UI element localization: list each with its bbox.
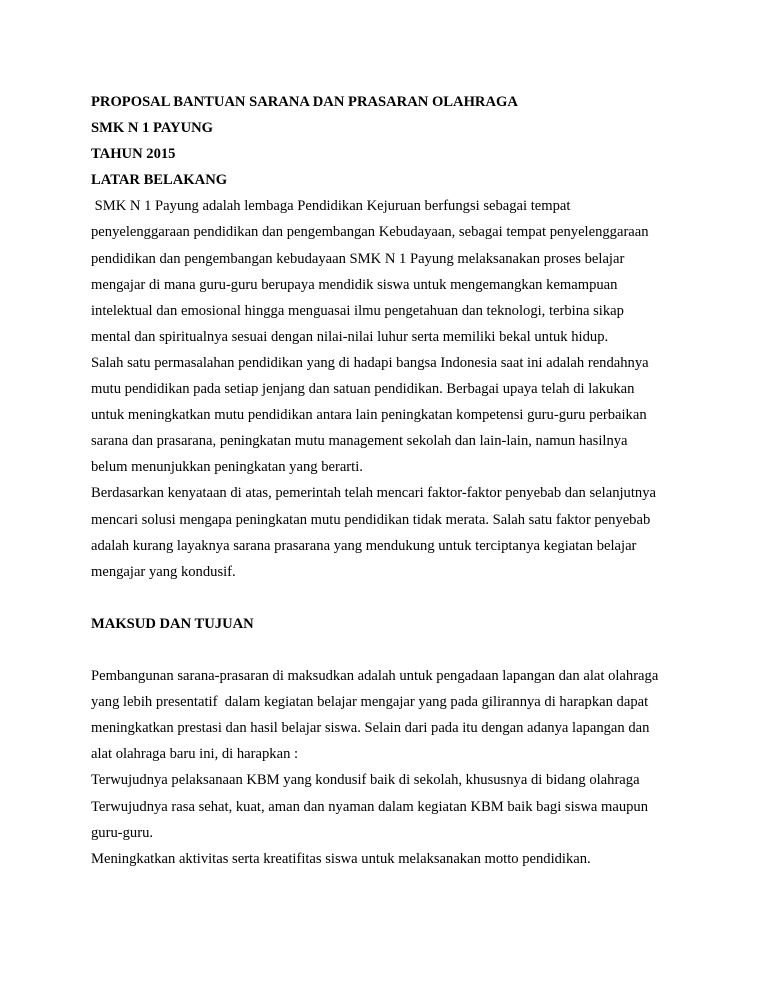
paragraph-line: adalah kurang layaknya sarana prasarana yang mendukung untuk terciptanya kegiatan belajar (91, 537, 637, 554)
spacer (91, 585, 691, 611)
paragraph-line: SMK N 1 Payung adalah lembaga Pendidikan Kejuruan berfungsi sebagai tempat (91, 198, 571, 215)
paragraph-line: untuk meningkatkan mutu pendidikan antara lain peningkatan kompetensi guru-guru perbaikan (91, 407, 647, 424)
paragraph-line: mengajar di mana guru-guru berupaya mendidik siswa untuk mengemangkan kemampuan (91, 276, 618, 293)
document-title: PROPOSAL BANTUAN SARANA DAN PRASARAN OLAHRAGA (91, 94, 518, 110)
paragraph-line: mencari solusi mengapa peningkatan mutu pendidikan tidak merata. Salah satu faktor penyebab (91, 511, 651, 528)
paragraph-line: Terwujudnya rasa sehat, kuat, aman dan nyaman dalam kegiatan KBM baik bagi siswa maupun (91, 798, 649, 815)
paragraph-line: sarana dan prasarana, peningkatan mutu management sekolah dan lain-lain, namun hasilnya (91, 433, 628, 450)
maksud-tujuan-body (91, 663, 691, 872)
document-page (91, 89, 691, 872)
paragraph-line: meningkatkan prestasi dan hasil belajar siswa. Selain dari pada itu dengan adanya lapangan dan (91, 720, 650, 737)
latar-belakang-body (91, 193, 691, 584)
paragraph-line: Pembangunan sarana-prasaran di maksudkan adalah untuk pengadaan lapangan dan alat olahraga (91, 668, 659, 685)
paragraph-line: pendidikan dan pengembangan kebudayaan SMK N 1 Payung melaksanakan proses belajar (91, 250, 625, 267)
school-name: SMK N 1 PAYUNG (91, 120, 214, 137)
paragraph-line: Terwujudnya pelaksanaan KBM yang kondusif baik di sekolah, khususnya di bidang olahraga (91, 772, 640, 789)
paragraph-line: penyelenggaraan pendidikan dan pengembangan Kebudayaan, sebagai tempat penyelenggaraan (91, 224, 649, 241)
paragraph-line: Meningkatkan aktivitas serta kreatifitas siswa untuk melaksanakan motto pendidikan. (91, 850, 591, 867)
paragraph-line: guru-guru. (91, 824, 154, 841)
spacer (91, 637, 691, 663)
paragraph-line: yang lebih presentatif dalam kegiatan belajar mengajar yang pada gilirannya di harapkan dapat (91, 694, 649, 711)
section-heading-latar-belakang: LATAR BELAKANG (91, 172, 228, 189)
paragraph-line: belum menunjukkan peningkatan yang berarti. (91, 459, 363, 476)
paragraph-line: Salah satu permasalahan pendidikan yang di hadapi bangsa Indonesia saat ini adalah rendahnya (91, 354, 649, 371)
paragraph-line: mutu pendidikan pada setiap jenjang dan satuan pendidikan. Berbagai upaya telah di lakukan (91, 381, 635, 398)
document-year: TAHUN 2015 (91, 146, 176, 163)
paragraph-line: intelektual dan emosional hingga menguasai ilmu pengetahuan dan teknologi, terbina sikap (91, 302, 624, 319)
section-heading-maksud-tujuan: MAKSUD DAN TUJUAN (91, 615, 254, 632)
paragraph-line: mengajar yang kondusif. (91, 563, 236, 580)
paragraph-line: alat olahraga baru ini, di harapkan : (91, 746, 299, 763)
paragraph-line: Berdasarkan kenyataan di atas, pemerintah telah mencari faktor-faktor penyebab dan selanjutnya (91, 485, 656, 502)
paragraph-line: mental dan spiritualnya sesuai dengan nilai-nilai luhur serta memiliki bekal untuk hidup. (91, 328, 609, 345)
